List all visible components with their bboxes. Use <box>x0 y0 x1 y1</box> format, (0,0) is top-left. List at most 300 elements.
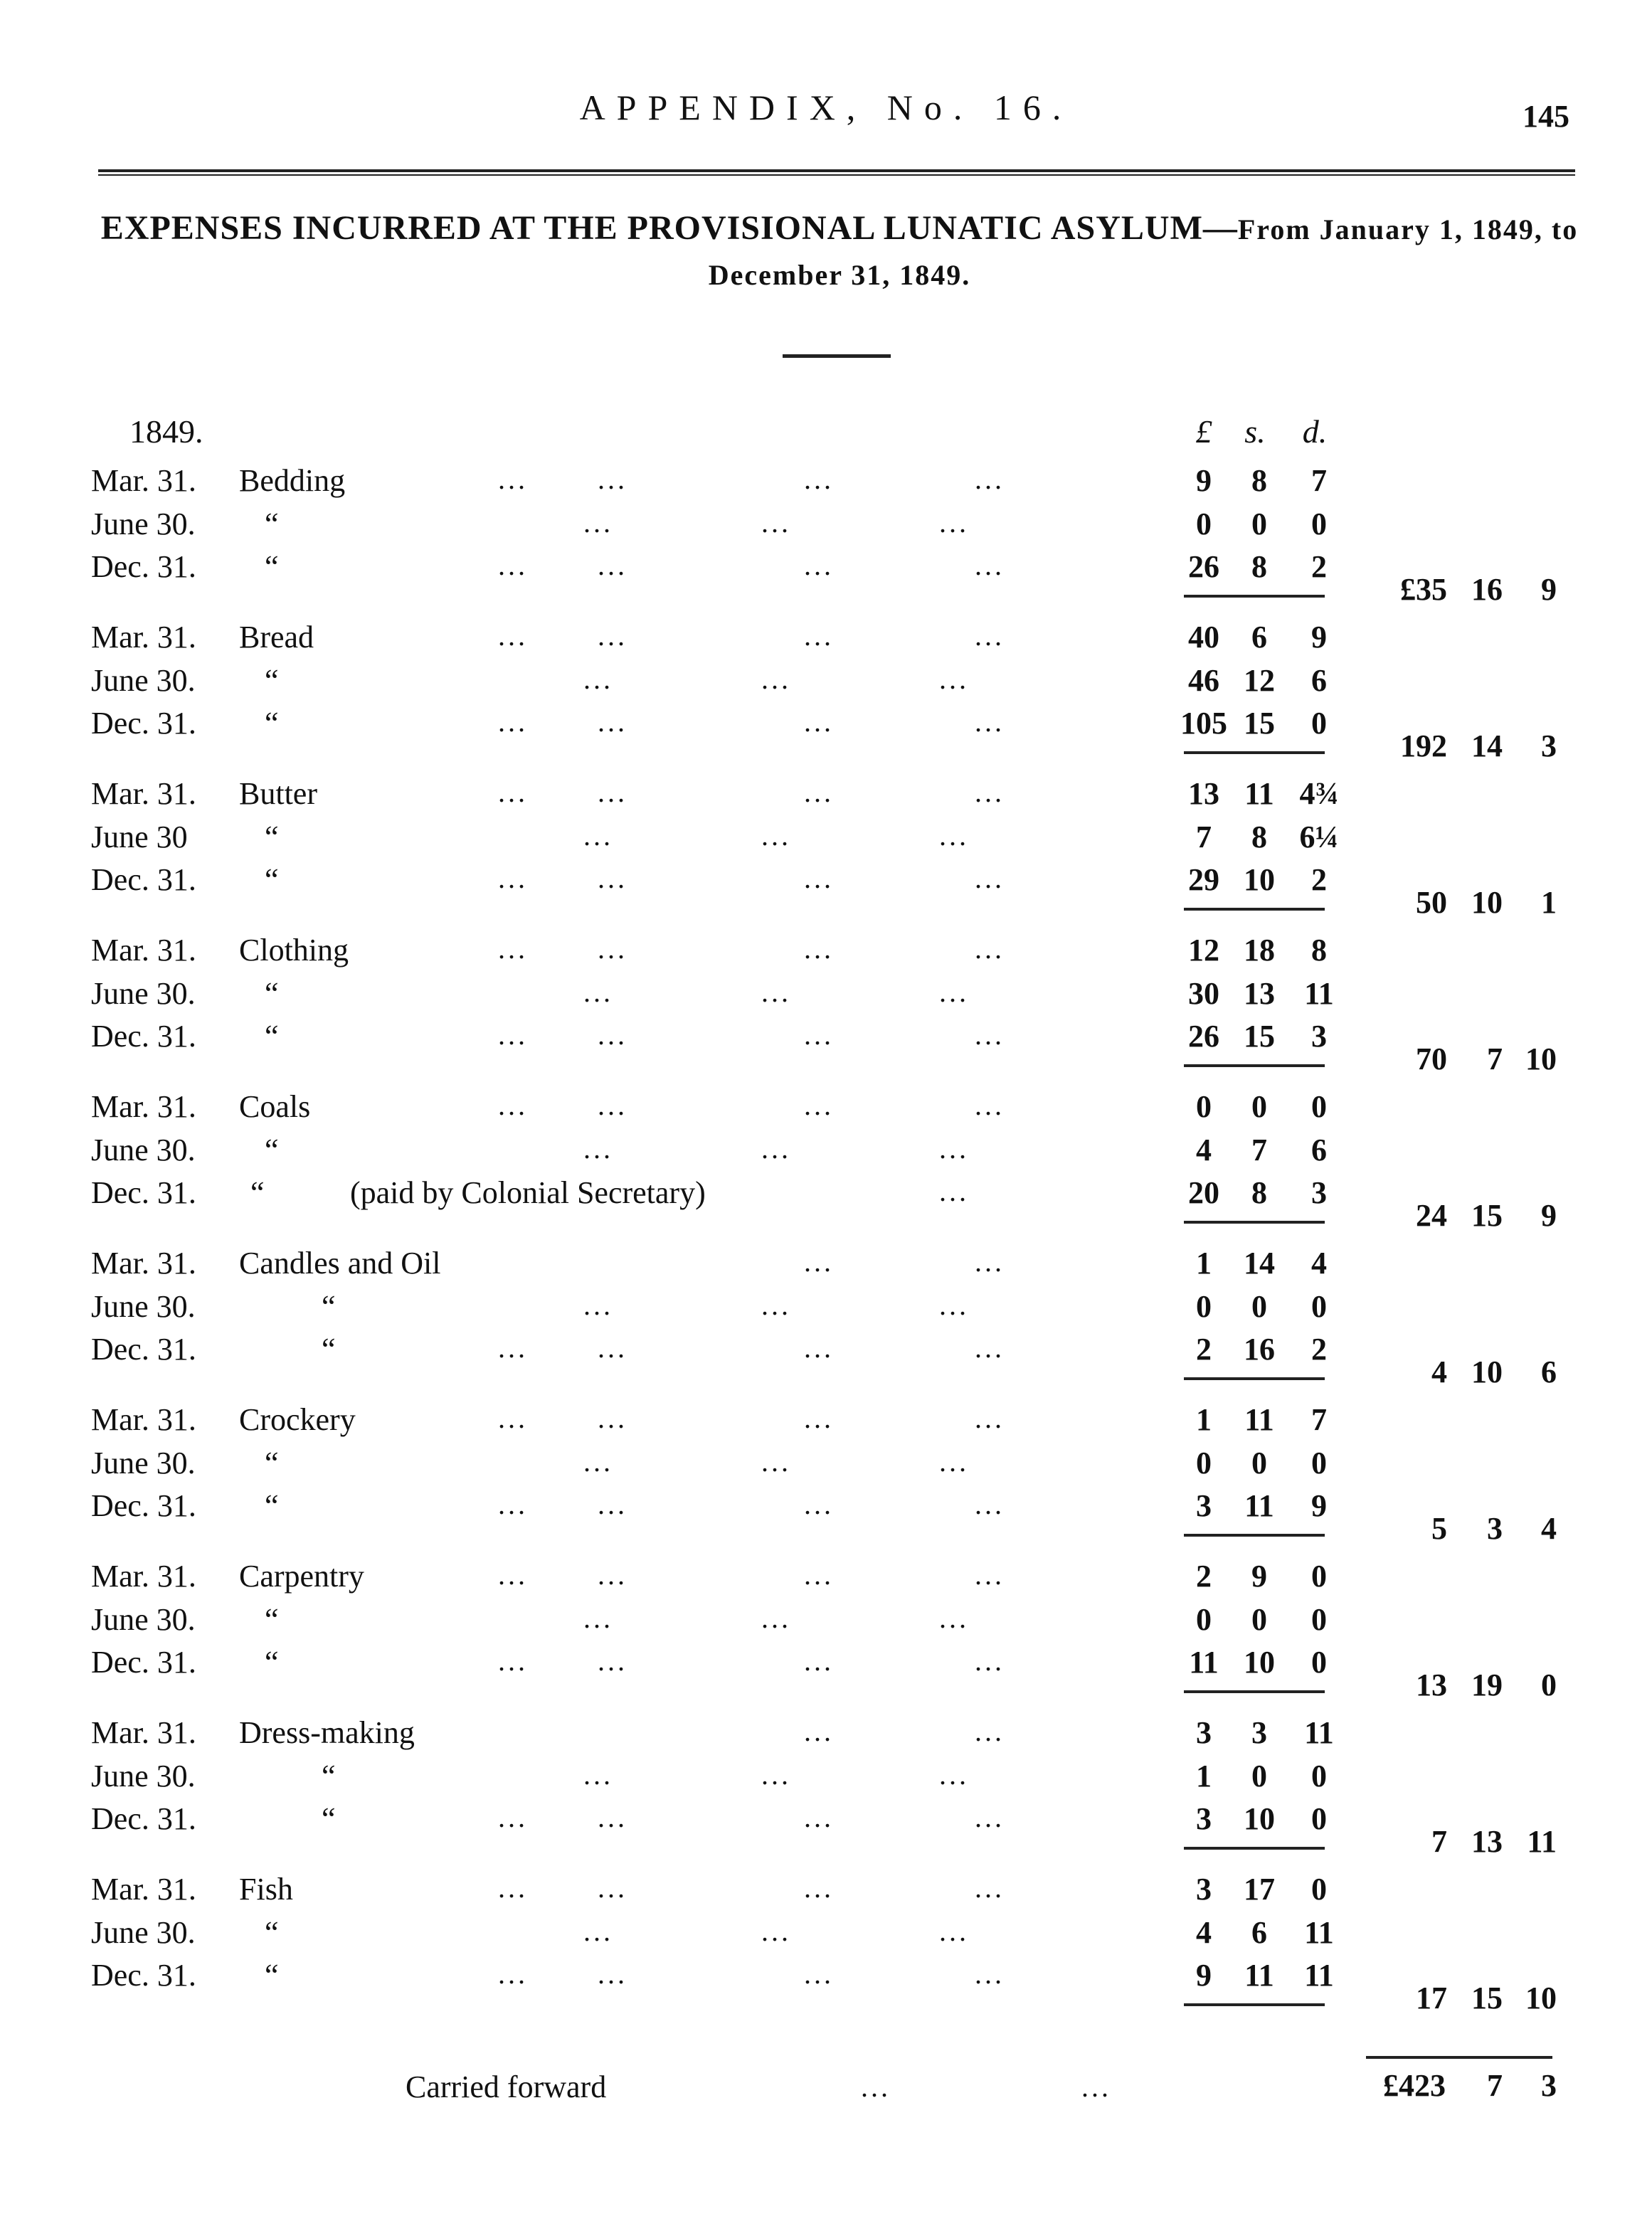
leader-dots: ... <box>975 1332 1005 1364</box>
amount-shillings: 13 <box>1244 975 1275 1011</box>
entry-item: Carpentry <box>239 1559 364 1594</box>
leader-dots: ... <box>939 1288 969 1321</box>
amount-shillings: 0 <box>1251 1089 1267 1124</box>
leader-dots: ... <box>939 1175 969 1207</box>
leader-dots: ... <box>598 1801 628 1833</box>
leader-dots: ... <box>583 506 613 539</box>
amount-pence: 11 <box>1304 1715 1334 1750</box>
amount-pounds: 7 <box>1196 819 1212 854</box>
page-title <box>98 206 1581 297</box>
entry-item: Fish <box>239 1872 293 1907</box>
leader-dots: ... <box>761 1445 791 1478</box>
leader-dots: ... <box>804 620 834 652</box>
leader-dots: ... <box>975 1402 1005 1434</box>
leader-dots: ... <box>939 1914 969 1947</box>
carried-forward-leader: ... <box>1081 2071 1111 2103</box>
entry-item: “ <box>265 975 279 1011</box>
ledger-row <box>0 1288 1652 1331</box>
leader-dots: ... <box>804 1958 834 1990</box>
leader-dots: ... <box>583 1914 613 1947</box>
group-total-shillings: 10 <box>1471 1355 1503 1389</box>
group-total-pounds: 7 <box>1431 1824 1447 1859</box>
group-total-shillings: 10 <box>1471 885 1503 920</box>
amount-pence: 8 <box>1311 933 1327 968</box>
entry-date: Mar. 31. <box>91 620 196 654</box>
amount-pounds: 3 <box>1196 1801 1212 1836</box>
amount-pence: 0 <box>1311 1445 1327 1480</box>
group-total-pence: 9 <box>1541 1198 1557 1233</box>
amount-pence: 2 <box>1311 549 1327 584</box>
entry-date: Dec. 31. <box>91 1488 196 1523</box>
leader-dots: ... <box>598 463 628 495</box>
leader-dots: ... <box>598 1559 628 1591</box>
amount-pence: 0 <box>1311 1089 1327 1124</box>
leader-dots: ... <box>804 706 834 738</box>
amount-shillings: 11 <box>1244 1488 1274 1523</box>
leader-dots: ... <box>498 1019 528 1051</box>
group-total-pounds: 4 <box>1431 1355 1447 1389</box>
entry-item: “ <box>265 1445 279 1480</box>
amount-shillings: 8 <box>1251 463 1267 498</box>
subtotal-rule <box>1184 1847 1325 1850</box>
leader-dots: ... <box>598 1645 628 1677</box>
leader-dots: ... <box>498 1488 528 1520</box>
ledger-row <box>0 506 1652 548</box>
amount-pounds: 12 <box>1188 933 1219 968</box>
entry-date: June 30 <box>91 819 188 854</box>
leader-dots: ... <box>583 662 613 695</box>
amount-pounds: 0 <box>1196 1089 1212 1124</box>
group-total-pence: 9 <box>1541 572 1557 607</box>
amount-pounds: 1 <box>1196 1758 1212 1793</box>
shillings-column-header: s. <box>1244 413 1266 450</box>
entry-item: “ <box>265 706 279 741</box>
entry-item: Coals <box>239 1089 311 1124</box>
leader-dots: ... <box>975 1958 1005 1990</box>
leader-dots: ... <box>598 1402 628 1434</box>
entry-item: “ <box>265 1601 279 1637</box>
entry-item: Candles and Oil <box>239 1246 441 1281</box>
group-total-pence: 4 <box>1541 1511 1557 1546</box>
leader-dots: ... <box>804 776 834 808</box>
amount-shillings: 0 <box>1251 1445 1267 1480</box>
group-total-pence: 6 <box>1541 1355 1557 1389</box>
title-main: EXPENSES INCURRED AT THE PROVISIONAL LUNATIC ASYLUM— <box>100 209 1238 247</box>
group-total-pounds: 5 <box>1431 1511 1447 1546</box>
group-total-pence: 10 <box>1525 1042 1557 1076</box>
leader-dots: ... <box>761 975 791 1008</box>
leader-dots: ... <box>498 776 528 808</box>
leader-dots: ... <box>939 1758 969 1791</box>
group-total-pounds: 24 <box>1416 1198 1447 1233</box>
entry-note: (paid by Colonial Secretary) <box>350 1175 706 1210</box>
leader-dots: ... <box>804 1801 834 1833</box>
amount-pounds: 3 <box>1196 1488 1212 1523</box>
leader-dots: ... <box>975 1872 1005 1904</box>
leader-dots: ... <box>975 549 1005 581</box>
amount-pounds: 0 <box>1196 1445 1212 1480</box>
leader-dots: ... <box>939 506 969 539</box>
ledger-row <box>0 1758 1652 1801</box>
entry-date: June 30. <box>91 1288 196 1324</box>
leader-dots: ... <box>498 620 528 652</box>
ledger-row <box>0 1871 1652 1914</box>
entry-item: “ <box>250 1175 265 1210</box>
leader-dots: ... <box>975 620 1005 652</box>
amount-pence: 0 <box>1311 1758 1327 1793</box>
ledger-row <box>0 1132 1652 1175</box>
amount-shillings: 9 <box>1251 1559 1267 1594</box>
amount-pounds: 26 <box>1188 549 1219 584</box>
leader-dots: ... <box>804 1332 834 1364</box>
amount-shillings: 0 <box>1251 1758 1267 1793</box>
amount-pounds: 1 <box>1196 1402 1212 1437</box>
subtotal-rule <box>1184 1690 1325 1693</box>
group-total-pence: 0 <box>1541 1668 1557 1702</box>
amount-shillings: 8 <box>1251 1175 1267 1210</box>
entry-date: Dec. 31. <box>91 1645 196 1680</box>
leader-dots: ... <box>498 1402 528 1434</box>
header-rule <box>98 169 1575 176</box>
ledger-row <box>0 1714 1652 1757</box>
amount-pence: 0 <box>1311 1645 1327 1680</box>
amount-pence: 9 <box>1311 620 1327 654</box>
ledger-row <box>0 462 1652 505</box>
leader-dots: ... <box>761 1601 791 1634</box>
amount-pence: 0 <box>1311 506 1327 541</box>
amount-shillings: 6 <box>1251 620 1267 654</box>
entry-date: June 30. <box>91 662 196 698</box>
leader-dots: ... <box>975 862 1005 894</box>
amount-shillings: 16 <box>1244 1332 1275 1367</box>
entry-date: Mar. 31. <box>91 1246 196 1281</box>
group-total-pence: 3 <box>1541 728 1557 763</box>
entry-item: “ <box>265 1019 279 1054</box>
leader-dots: ... <box>761 1758 791 1791</box>
entry-item: “ <box>265 1132 279 1167</box>
leader-dots: ... <box>498 706 528 738</box>
leader-dots: ... <box>498 862 528 894</box>
year-heading: 1849. <box>129 413 203 450</box>
subtotal-rule <box>1184 1221 1325 1224</box>
pence-column-header: d. <box>1302 413 1328 450</box>
leader-dots: ... <box>939 819 969 852</box>
group-total-shillings: 14 <box>1471 728 1503 763</box>
amount-shillings: 10 <box>1244 1645 1275 1680</box>
ledger-row <box>0 932 1652 975</box>
amount-pounds: 29 <box>1188 862 1219 897</box>
subtotal-rule <box>1184 595 1325 598</box>
entry-item: “ <box>265 1488 279 1523</box>
amount-pounds: 3 <box>1196 1715 1212 1750</box>
subtotal-rule <box>1184 908 1325 911</box>
amount-pence: 0 <box>1311 1288 1327 1324</box>
amount-shillings: 0 <box>1251 1601 1267 1637</box>
amount-pounds: 9 <box>1196 463 1212 498</box>
entry-date: Mar. 31. <box>91 463 196 498</box>
amount-shillings: 11 <box>1244 776 1274 811</box>
entry-date: Mar. 31. <box>91 1872 196 1907</box>
group-total-pounds: 50 <box>1416 885 1447 920</box>
ledger-row <box>0 975 1652 1018</box>
carried-forward-leader: ... <box>861 2071 891 2103</box>
amount-shillings: 17 <box>1244 1872 1275 1907</box>
amount-pounds: 1 <box>1196 1246 1212 1281</box>
leader-dots: ... <box>761 506 791 539</box>
title-divider <box>783 354 891 358</box>
leader-dots: ... <box>975 1246 1005 1278</box>
leader-dots: ... <box>804 1246 834 1278</box>
entry-item: Dress-making <box>239 1715 415 1750</box>
group-total-shillings: 3 <box>1487 1511 1503 1546</box>
amount-pence: 2 <box>1311 862 1327 897</box>
amount-pounds: 30 <box>1188 975 1219 1011</box>
leader-dots: ... <box>975 1645 1005 1677</box>
group-total-pounds: 17 <box>1416 1981 1447 2015</box>
leader-dots: ... <box>939 662 969 695</box>
carried-forward-pounds: £423 <box>1383 2068 1446 2103</box>
amount-pounds: 3 <box>1196 1872 1212 1907</box>
leader-dots: ... <box>498 933 528 965</box>
amount-pence: 0 <box>1311 1559 1327 1594</box>
leader-dots: ... <box>583 1132 613 1165</box>
entry-item: Bread <box>239 620 314 654</box>
entry-item: “ <box>322 1801 336 1836</box>
leader-dots: ... <box>498 1645 528 1677</box>
amount-pence: 9 <box>1311 1488 1327 1523</box>
leader-dots: ... <box>583 1601 613 1634</box>
group-total-pounds: 13 <box>1416 1668 1447 1702</box>
entry-date: Dec. 31. <box>91 1958 196 1993</box>
ledger-row <box>0 1245 1652 1288</box>
amount-shillings: 0 <box>1251 506 1267 541</box>
entry-date: June 30. <box>91 1758 196 1793</box>
entry-date: June 30. <box>91 1445 196 1480</box>
amount-pounds: 26 <box>1188 1019 1219 1054</box>
carried-forward-pence: 3 <box>1541 2068 1557 2103</box>
leader-dots: ... <box>975 1488 1005 1520</box>
entry-date: June 30. <box>91 1132 196 1167</box>
entry-item: “ <box>265 1645 279 1680</box>
leader-dots: ... <box>975 706 1005 738</box>
leader-dots: ... <box>975 776 1005 808</box>
leader-dots: ... <box>761 1288 791 1321</box>
leader-dots: ... <box>939 975 969 1008</box>
amount-pounds: 4 <box>1196 1914 1212 1950</box>
group-total-shillings: 16 <box>1471 572 1503 607</box>
leader-dots: ... <box>583 1758 613 1791</box>
leader-dots: ... <box>498 1332 528 1364</box>
ledger-row <box>0 1914 1652 1957</box>
title-date-range: From January 1, 1849, to December 31, 1849. <box>708 213 1579 291</box>
leader-dots: ... <box>804 862 834 894</box>
leader-dots: ... <box>583 1445 613 1478</box>
amount-pence: 0 <box>1311 1801 1327 1836</box>
leader-dots: ... <box>498 1089 528 1121</box>
ledger-row <box>0 662 1652 705</box>
running-title: APPENDIX, No. 16. <box>579 88 1073 127</box>
leader-dots: ... <box>598 620 628 652</box>
leader-dots: ... <box>975 1715 1005 1747</box>
entry-date: Mar. 31. <box>91 1715 196 1750</box>
leader-dots: ... <box>598 933 628 965</box>
amount-pence: 11 <box>1304 1958 1334 1993</box>
entry-date: Dec. 31. <box>91 1801 196 1836</box>
amount-shillings: 3 <box>1251 1715 1267 1750</box>
leader-dots: ... <box>761 662 791 695</box>
amount-pence: 11 <box>1304 1914 1334 1950</box>
entry-item: Clothing <box>239 933 349 968</box>
leader-dots: ... <box>804 463 834 495</box>
group-total-pence: 11 <box>1527 1824 1557 1859</box>
leader-dots: ... <box>975 1801 1005 1833</box>
subtotal-rule <box>1184 1064 1325 1067</box>
amount-pounds: 0 <box>1196 1601 1212 1637</box>
leader-dots: ... <box>975 1089 1005 1121</box>
group-total-shillings: 7 <box>1487 1042 1503 1076</box>
leader-dots: ... <box>498 1958 528 1990</box>
leader-dots: ... <box>598 706 628 738</box>
amount-pounds: 2 <box>1196 1559 1212 1594</box>
leader-dots: ... <box>598 1488 628 1520</box>
amount-pence: 2 <box>1311 1332 1327 1367</box>
entry-item: “ <box>322 1288 336 1324</box>
amount-shillings: 7 <box>1251 1132 1267 1167</box>
ledger-row <box>0 1558 1652 1601</box>
subtotal-rule <box>1184 1377 1325 1380</box>
ledger-row <box>0 775 1652 818</box>
amount-shillings: 18 <box>1244 933 1275 968</box>
leader-dots: ... <box>804 1645 834 1677</box>
amount-pounds: 0 <box>1196 506 1212 541</box>
leader-dots: ... <box>598 776 628 808</box>
leader-dots: ... <box>598 1019 628 1051</box>
entry-item: “ <box>265 862 279 897</box>
leader-dots: ... <box>761 1132 791 1165</box>
amount-pounds: 13 <box>1188 776 1219 811</box>
entry-date: Dec. 31. <box>91 1175 196 1210</box>
leader-dots: ... <box>598 1089 628 1121</box>
entry-date: Mar. 31. <box>91 1089 196 1124</box>
entry-date: Dec. 31. <box>91 706 196 741</box>
amount-shillings: 15 <box>1244 1019 1275 1054</box>
amount-shillings: 10 <box>1244 1801 1275 1836</box>
amount-shillings: 8 <box>1251 549 1267 584</box>
entry-date: Dec. 31. <box>91 549 196 584</box>
amount-pounds: 9 <box>1196 1958 1212 1993</box>
entry-date: Mar. 31. <box>91 1402 196 1437</box>
ledger-row <box>0 1088 1652 1131</box>
amount-pounds: 11 <box>1189 1645 1219 1680</box>
leader-dots: ... <box>804 1715 834 1747</box>
leader-dots: ... <box>498 549 528 581</box>
group-total-shillings: 19 <box>1471 1668 1503 1702</box>
amount-pounds: 20 <box>1188 1175 1219 1210</box>
amount-pounds: 40 <box>1188 620 1219 654</box>
carried-forward-shillings: 7 <box>1487 2068 1503 2103</box>
amount-pence: 7 <box>1311 463 1327 498</box>
leader-dots: ... <box>939 1132 969 1165</box>
leader-dots: ... <box>598 1332 628 1364</box>
leader-dots: ... <box>583 975 613 1008</box>
leader-dots: ... <box>583 819 613 852</box>
entry-date: June 30. <box>91 1601 196 1637</box>
amount-pence: 6¼ <box>1299 819 1339 854</box>
leader-dots: ... <box>498 1801 528 1833</box>
entry-date: Mar. 31. <box>91 776 196 811</box>
group-total-pounds: 192 <box>1400 728 1447 763</box>
amount-pounds: 0 <box>1196 1288 1212 1324</box>
amount-pence: 11 <box>1304 975 1334 1011</box>
amount-shillings: 10 <box>1244 862 1275 897</box>
leader-dots: ... <box>804 1872 834 1904</box>
amount-pence: 3 <box>1311 1175 1327 1210</box>
amount-pence: 6 <box>1311 1132 1327 1167</box>
amount-pence: 4 <box>1311 1246 1327 1281</box>
entry-date: Dec. 31. <box>91 1019 196 1054</box>
amount-pounds: 2 <box>1196 1332 1212 1367</box>
carried-forward-label: Carried forward <box>406 2069 607 2104</box>
subtotal-rule <box>1184 1534 1325 1537</box>
leader-dots: ... <box>598 1872 628 1904</box>
leader-dots: ... <box>804 1089 834 1121</box>
leader-dots: ... <box>975 1559 1005 1591</box>
amount-pence: 0 <box>1311 1872 1327 1907</box>
ledger-row <box>0 1445 1652 1488</box>
amount-pounds: 105 <box>1180 706 1227 741</box>
group-total-shillings: 15 <box>1471 1198 1503 1233</box>
amount-pence: 0 <box>1311 706 1327 741</box>
amount-shillings: 8 <box>1251 819 1267 854</box>
leader-dots: ... <box>804 933 834 965</box>
entry-date: June 30. <box>91 975 196 1011</box>
entry-item: Butter <box>239 776 317 811</box>
entry-date: Dec. 31. <box>91 1332 196 1367</box>
leader-dots: ... <box>975 463 1005 495</box>
amount-pence: 6 <box>1311 662 1327 698</box>
amount-shillings: 11 <box>1244 1958 1274 1993</box>
amount-pounds: 46 <box>1188 662 1219 698</box>
leader-dots: ... <box>804 1019 834 1051</box>
entry-item: “ <box>265 549 279 584</box>
leader-dots: ... <box>975 1019 1005 1051</box>
amount-pence: 0 <box>1311 1601 1327 1637</box>
subtotal-rule <box>1184 2003 1325 2006</box>
leader-dots: ... <box>598 549 628 581</box>
ledger-row <box>0 1401 1652 1444</box>
amount-shillings: 14 <box>1244 1246 1275 1281</box>
leader-dots: ... <box>761 1914 791 1947</box>
entry-item: “ <box>265 506 279 541</box>
amount-pence: 4¾ <box>1299 776 1339 811</box>
leader-dots: ... <box>761 819 791 852</box>
entry-item: Bedding <box>239 463 346 498</box>
leader-dots: ... <box>498 1872 528 1904</box>
page-number: 145 <box>1523 99 1569 134</box>
entry-date: Mar. 31. <box>91 933 196 968</box>
group-total-pence: 10 <box>1525 1981 1557 2015</box>
entry-item: “ <box>265 819 279 854</box>
leader-dots: ... <box>498 463 528 495</box>
ledger-row <box>0 1601 1652 1644</box>
leader-dots: ... <box>804 1402 834 1434</box>
group-total-pounds: 70 <box>1416 1042 1447 1076</box>
leader-dots: ... <box>583 1288 613 1321</box>
entry-item: “ <box>322 1332 336 1367</box>
leader-dots: ... <box>804 549 834 581</box>
leader-dots: ... <box>804 1559 834 1591</box>
leader-dots: ... <box>498 1559 528 1591</box>
